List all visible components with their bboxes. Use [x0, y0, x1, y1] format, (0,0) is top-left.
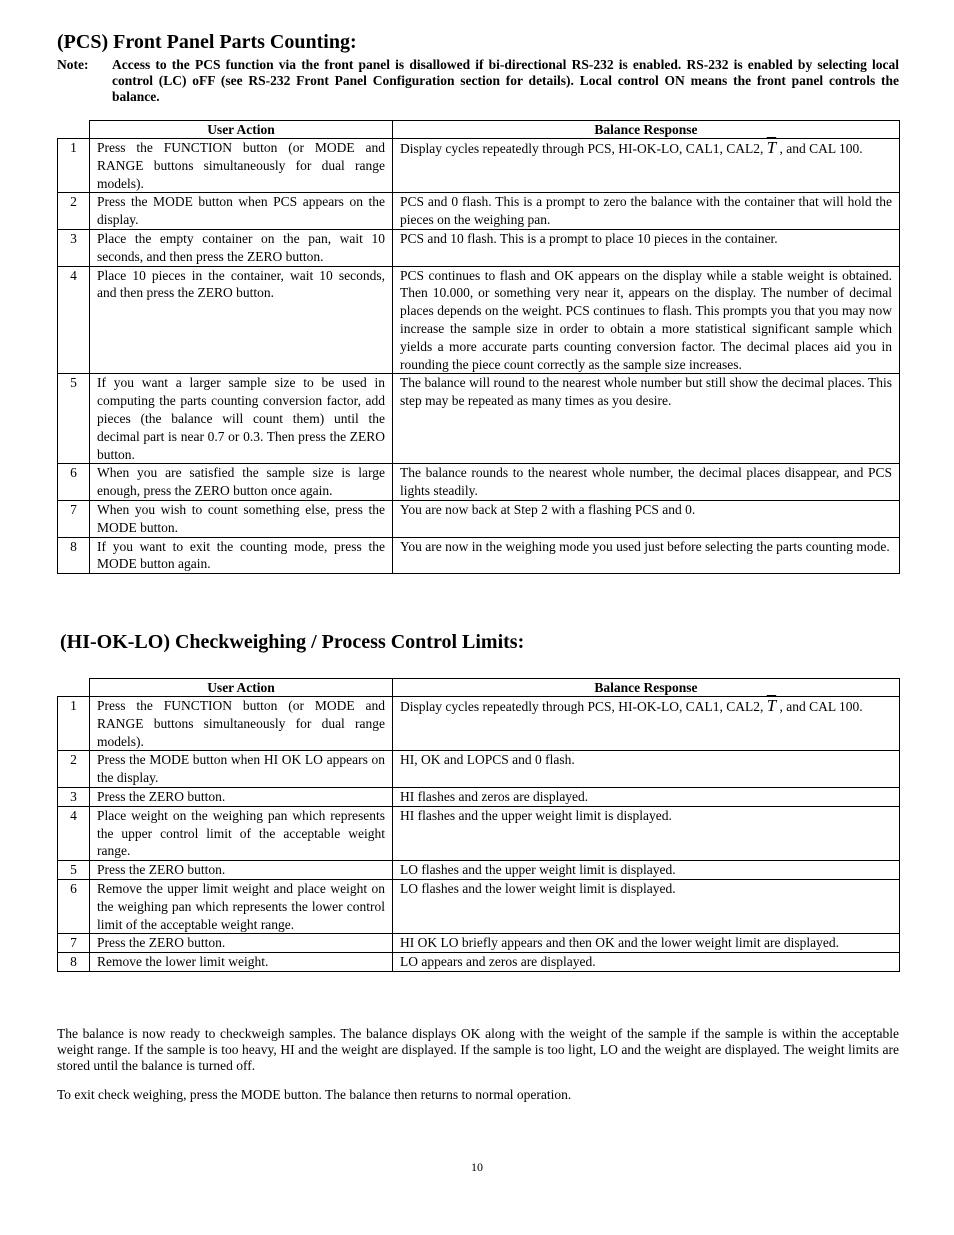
balance-response-cell: The balance rounds to the nearest whole number, the decimal places disappear, and PCS lights steadily.: [393, 464, 900, 501]
page-number: 10: [471, 1160, 483, 1174]
step-number: 2: [58, 751, 90, 788]
table-row: [58, 266, 900, 374]
step-number: 5: [58, 861, 90, 880]
step-number: 5: [58, 374, 90, 464]
balance-response-cell: The balance will round to the nearest whole number but still show the decimal places. This step may be repeated as many times as you desire.: [393, 374, 900, 464]
step-number: 7: [58, 934, 90, 953]
balance-response-cell: PCS continues to flash and OK appears on the display while a stable weight is obtained. Then 10.000, or something very near it, appears on the display. The number of decimal places depends on the weight. PCS continues to flash. This prompts you that you may now increase the sample size in order to obtain a more statistical significant sample which yields a more accurate parts counting conversion factor. The decimal places aid you in rounding the piece count correctly as the sample size increases.: [393, 266, 900, 374]
hilo-steps-table: [57, 678, 900, 972]
exit-paragraph: To exit check weighing, press the MODE button. The balance then returns to normal operation.: [57, 1087, 572, 1102]
user-action-cell: Remove the lower limit weight.: [90, 953, 393, 972]
balance-response-cell: [393, 139, 900, 193]
table-row: [58, 697, 900, 751]
balance-response-cell: You are now back at Step 2 with a flashing PCS and 0.: [393, 500, 900, 537]
step-number: 2: [58, 193, 90, 230]
table-row: [58, 806, 900, 860]
pcs-note: [57, 57, 899, 105]
pcs-steps-table: [57, 120, 900, 574]
step-number: 6: [58, 464, 90, 501]
balance-response-cell: HI OK LO briefly appears and then OK and the lower weight limit are displayed.: [393, 934, 900, 953]
balance-response-cell: [393, 697, 900, 751]
table-row: [58, 879, 900, 933]
user-action-cell: When you wish to count something else, press the MODE button.: [90, 500, 393, 537]
balance-response-cell: HI flashes and the upper weight limit is displayed.: [393, 806, 900, 860]
table-header-row: [58, 121, 900, 139]
table-row: [58, 193, 900, 230]
table-row: [58, 537, 900, 574]
table-row: [58, 861, 900, 880]
user-action-cell: Press the FUNCTION button (or MODE and RANGE buttons simultaneously for dual range models).: [90, 139, 393, 193]
user-action-cell: If you want a larger sample size to be used in computing the parts counting conversion factor, add pieces (the balance will count them) until the decimal part is near 0.7 or 0.3. Then press the ZERO button.: [90, 374, 393, 464]
balance-response-cell: HI flashes and zeros are displayed.: [393, 787, 900, 806]
step-number: 1: [58, 139, 90, 193]
response-tail: , and CAL 100.: [779, 141, 863, 156]
table-row: [58, 751, 900, 788]
tare-symbol: $\overline{T}$: [766, 696, 777, 715]
table-row: [58, 374, 900, 464]
balance-response-cell: PCS and 10 flash. This is a prompt to place 10 pieces in the container.: [393, 229, 900, 266]
step-number: 7: [58, 500, 90, 537]
step-number: 1: [58, 697, 90, 751]
table-row: [58, 934, 900, 953]
table-row: [58, 500, 900, 537]
table-row: [58, 229, 900, 266]
user-action-cell: Place 10 pieces in the container, wait 10 seconds, and then press the ZERO button.: [90, 266, 393, 374]
note-label: Note:: [57, 57, 89, 72]
balance-response-cell: HI, OK and LOPCS and 0 flash.: [393, 751, 900, 788]
step-number: 6: [58, 879, 90, 933]
user-action-cell: When you are satisfied the sample size is large enough, press the ZERO button once again.: [90, 464, 393, 501]
header-user-action: User Action: [90, 679, 393, 697]
header-balance-response: Balance Response: [393, 121, 900, 139]
user-action-cell: Place weight on the weighing pan which represents the upper control limit of the acceptable weight range.: [90, 806, 393, 860]
user-action-cell: If you want to exit the counting mode, press the MODE button again.: [90, 537, 393, 574]
pcs-section-title: (PCS) Front Panel Parts Counting:: [57, 31, 357, 53]
balance-response-cell: PCS and 0 flash. This is a prompt to zero the balance with the container that will hold the pieces on the weighing pan.: [393, 193, 900, 230]
table-row: [58, 787, 900, 806]
table-row: [58, 464, 900, 501]
user-action-cell: Press the FUNCTION button (or MODE and RANGE buttons simultaneously for dual range models).: [90, 697, 393, 751]
user-action-cell: Press the ZERO button.: [90, 861, 393, 880]
step-number: 4: [58, 266, 90, 374]
header-user-action: User Action: [90, 121, 393, 139]
response-text: Display cycles repeatedly through PCS, HI-OK-LO, CAL1, CAL2,: [400, 141, 764, 156]
checkweigh-paragraph: The balance is now ready to checkweigh samples. The balance displays OK along with the weight of the sample if the sample is within the acceptable weight range. If the sample is too heavy, HI and the weight are displayed. If the sample is too light, LO and the weight are displayed. The weight limits are stored until the balance is turned off.: [57, 1026, 899, 1073]
step-number: 3: [58, 229, 90, 266]
balance-response-cell: LO flashes and the upper weight limit is displayed.: [393, 861, 900, 880]
step-number: 8: [58, 537, 90, 574]
header-balance-response: Balance Response: [393, 679, 900, 697]
table-header-row: [58, 679, 900, 697]
user-action-cell: Press the ZERO button.: [90, 787, 393, 806]
user-action-cell: Press the MODE button when PCS appears on the display.: [90, 193, 393, 230]
step-number: 3: [58, 787, 90, 806]
response-text: Display cycles repeatedly through PCS, HI-OK-LO, CAL1, CAL2,: [400, 699, 764, 714]
user-action-cell: Press the MODE button when HI OK LO appears on the display.: [90, 751, 393, 788]
user-action-cell: Remove the upper limit weight and place weight on the weighing pan which represents the lower control limit of the acceptable weight range.: [90, 879, 393, 933]
user-action-cell: Press the ZERO button.: [90, 934, 393, 953]
table-row: [58, 139, 900, 193]
balance-response-cell: You are now in the weighing mode you used just before selecting the parts counting mode.: [393, 537, 900, 574]
response-tail: , and CAL 100.: [779, 699, 863, 714]
note-text: Access to the PCS function via the front panel is disallowed if bi-directional RS-232 is enabled. RS-232 is enabled by selecting local control (LC) oFF (see RS-232 Front Panel Configuration section for details). Local control ON means the front panel controls the balance.: [112, 57, 899, 104]
step-number: 8: [58, 953, 90, 972]
tare-symbol: $\overline{T}$: [766, 138, 777, 157]
user-action-cell: Place the empty container on the pan, wait 10 seconds, and then press the ZERO button.: [90, 229, 393, 266]
hilo-section-title: (HI-OK-LO) Checkweighing / Process Control Limits:: [60, 631, 525, 653]
balance-response-cell: LO appears and zeros are displayed.: [393, 953, 900, 972]
step-number: 4: [58, 806, 90, 860]
header-blank: [58, 679, 90, 697]
balance-response-cell: LO flashes and the lower weight limit is displayed.: [393, 879, 900, 933]
header-blank: [58, 121, 90, 139]
table-row: [58, 953, 900, 972]
